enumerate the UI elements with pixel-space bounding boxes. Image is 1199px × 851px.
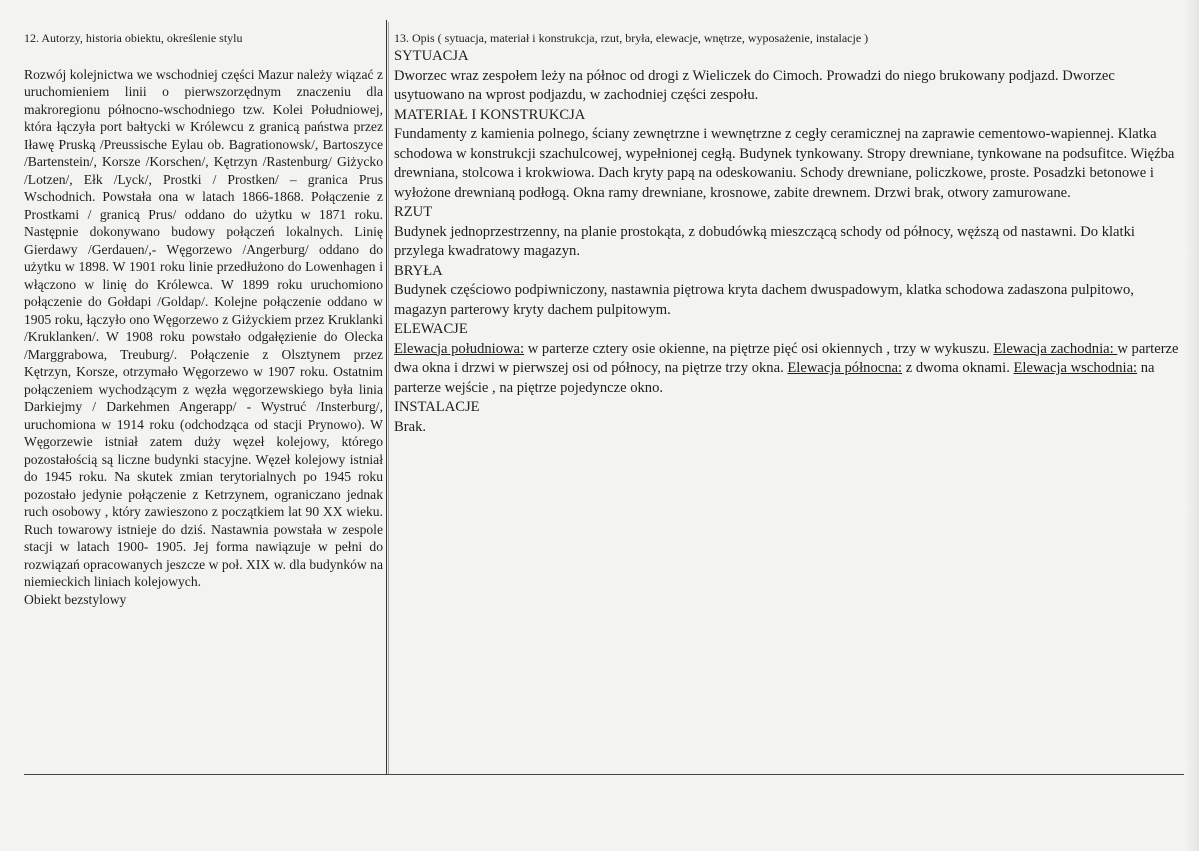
description-heading: 13. Opis ( sytuacja, materiał i konstrukcja, rzut, bryła, elewacje, wnętrze, wyposażenie, instalacje ) bbox=[394, 31, 869, 45]
section-text-material: Fundamenty z kamienia polnego, ściany zewnętrzne i wewnętrzne z cegły ceramicznej na zaprawie cementowo-wapiennej. Klatka schodowa w konstrukcji szachulcowej, wypełnionej cegłą. Budynek tynkowany. Stropy drewniane, tynkowane na podsufitce. Więźba drewniana, stolcowa i krokwiowa. Dach kryty papą na odeskowaniu. Schody drewniane, policzkowe, proste. Posadzki betonowe i wyłożone drewnianą podłogą. Okna ramy drewniane, krosnowe, zabite drewnem. Drzwi brak, otwory zamurowane. bbox=[394, 126, 1175, 201]
history-text: Rozwój kolejnictwa we wschodniej części Mazur należy wiązać z uruchomieniem linii o pierwszorzędnym znaczeniu dla makroregionu północno-wschodniego tzw. Kolei Południowej, która łączyła port bałtycki w Królewcu z granicą państwa przez Iławę Pruską /Preussische Eylau ob. Bagrationowsk/, Bartoszyce /Bartenstein/, Korsze /Korschen/, Kętrzyn /Rastenburg/ Giżycko /Lotzen/, Ełk /Lyck/, Prostki / Prostken/ – granica Prus Wschodnich. Powstała ona w latach 1866-1868. Połączenie z Prostkami / granicą Prus/ oddano do użytku w 1871 roku. Następnie dokonywano budowy połączeń lokalnych. Linię Gierdawy /Gerdauen/,- Węgorzewo /Angerburg/ oddano do użytku w 1898. W 1901 roku linie przedłużono do Lowenhagen i włączono w linię do Królewca. W 1899 roku uruchomiono połączenie do Gołdapi /Goldap/. Kolejne połączenie oddano w 1905 roku, łączyło ono Węgorzewo z Giżyckiem przez Kruklanki /Kruklanken/. W 1908 roku powstało odgałęzienie do Olecka /Marggrabowa, Treuburg/. Połączenie z Olsztynem przez Kętrzyn, Korsze, otrzymało Węgorzewo w 1907 roku. Ostatnim połączeniem wychodzącym z węzła węgorzewskiego była linia Darkiejmy / Darkehmen Angerapp/ - Wystruć /Insterburg/, uruchomiona w 1914 roku (odchodząca od stacji Prynowo). W Węgorzewie istniał zatem duży węzeł kolejowy, którego pozostałością są liczne budynki stacyjne. Węzeł kolejowy istniał do 1945 roku. Na skutek zmian terytorialnych po 1945 roku pozostało jedynie połączenie z Ketrzynem, ograniczano jednak ruch osobowy , który zawieszono z początkiem lat 90 XX wieku. Ruch towarowy istnieje do dziś. Nastawnia powstała w zespole stacji w latach 1900- 1905. Jej forma nawiązuje w pełni do rozwiązań opracowanych jeszcze w poł. XIX w. dla budynków na niemieckich liniach kolejowych. bbox=[24, 66, 383, 589]
history-heading: 12. Autorzy, historia obiektu, określenie stylu bbox=[24, 31, 243, 45]
elevation-west-label: Elewacja zachodnia: bbox=[993, 340, 1118, 357]
elevation-north-label: Elewacja północna: bbox=[787, 360, 903, 376]
elevation-south-label: Elewacja południowa: bbox=[394, 340, 525, 357]
section-title-rzut: RZUT bbox=[394, 204, 433, 220]
section-text-sytuacja: Dworzec wraz zespołem leży na północ od drogi z Wieliczek do Cimoch. Prowadzi do niego brukowany podjazd. Dworzec usytuowano na wprost podjazdu, w zachodniej części zespołu. bbox=[394, 67, 1115, 103]
elevation-south-text: w parterze cztery osie okienne, na piętrze pięć osi okiennych , trzy w wykuszu. bbox=[524, 340, 994, 357]
column-divider-shadow bbox=[388, 22, 389, 775]
elevation-east-text: na parterze wejście , na piętrze pojedyncze okno. bbox=[394, 360, 1155, 396]
style-note: Obiekt bezstylowy bbox=[24, 591, 127, 607]
elevation-west-text: w parterze dwa okna i drzwi w pierwszej osi od północy, na piętrze trzy okna. bbox=[394, 340, 1179, 376]
elevation-north-text: z dwoma oknami. bbox=[902, 360, 1014, 376]
section-text-elewacje bbox=[394, 340, 1186, 399]
section-text-instalacje: Brak. bbox=[394, 418, 427, 435]
scan-edge-shadow bbox=[1185, 0, 1199, 851]
column-divider bbox=[386, 20, 387, 775]
description-column bbox=[394, 30, 1186, 437]
section-text-rzut: Budynek jednoprzestrzenny, na planie prostokąta, z dobudówką mieszczącą schody od północy, węższą od nastawni. Do klatki przylega kwadratowy magazyn. bbox=[394, 223, 1135, 259]
bottom-rule bbox=[24, 774, 1184, 775]
elevation-east-label: Elewacja wschodnia: bbox=[1013, 360, 1138, 376]
history-column bbox=[24, 30, 383, 608]
section-title-elewacje: ELEWACJE bbox=[394, 321, 468, 337]
section-title-bryla: BRYŁA bbox=[394, 262, 443, 279]
section-title-material: MATERIAŁ I KONSTRUKCJA bbox=[394, 106, 586, 123]
section-title-sytuacja: SYTUACJA bbox=[394, 48, 469, 64]
section-title-instalacje: INSTALACJE bbox=[394, 399, 480, 415]
section-text-bryla: Budynek częściowo podpiwniczony, nastawnia piętrowa kryta dachem dwuspadowym, klatka schodowa zadaszona pulpitowo, magazyn parterowy kryty dachem pulpitowym. bbox=[394, 282, 1134, 318]
